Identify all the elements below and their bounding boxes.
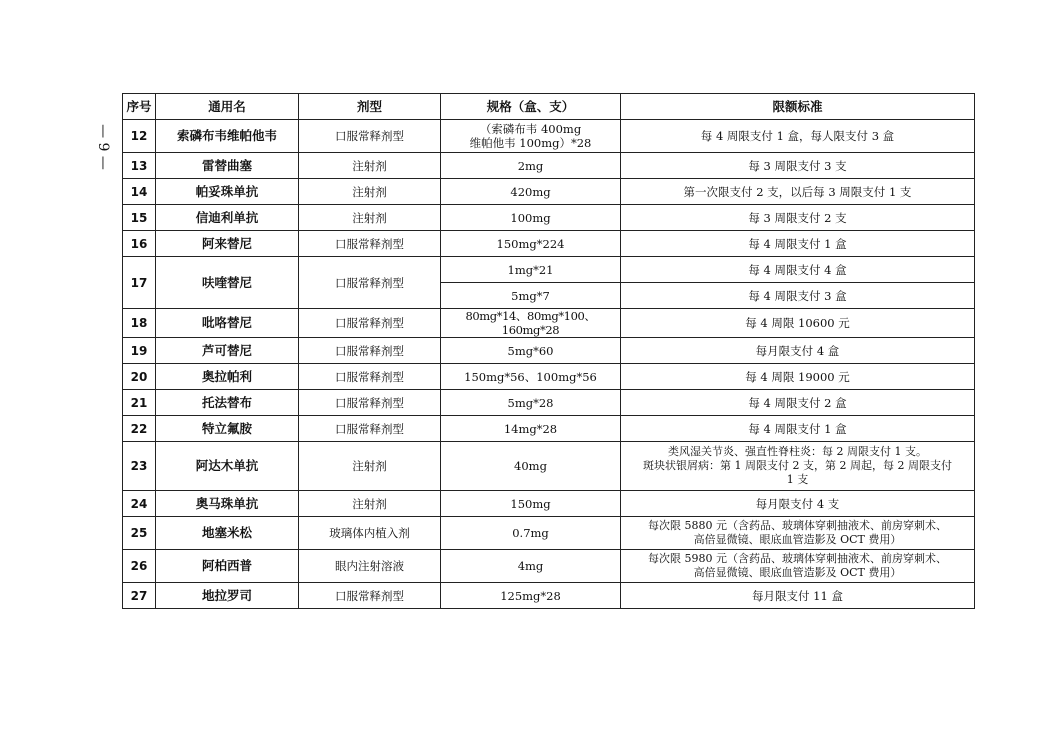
cell-name: 托法替布 (156, 390, 299, 416)
cell-spec: 5mg*60 (441, 338, 621, 364)
table-row (123, 364, 975, 390)
cell-name: 吡咯替尼 (156, 309, 299, 338)
cell-no: 25 (123, 517, 156, 550)
cell-form: 口服常释剂型 (299, 309, 441, 338)
cell-limit: 每 3 周限支付 3 支 (621, 153, 975, 179)
cell-name: 阿来替尼 (156, 231, 299, 257)
cell-spec: 125mg*28 (441, 583, 621, 609)
header-limit: 限额标准 (621, 94, 975, 120)
table-row (123, 390, 975, 416)
cell-no: 22 (123, 416, 156, 442)
cell-spec: 150mg (441, 491, 621, 517)
table-row (123, 583, 975, 609)
cell-spec: 14mg*28 (441, 416, 621, 442)
cell-limit: 每 4 周限支付 1 盒 (621, 231, 975, 257)
cell-no: 16 (123, 231, 156, 257)
cell-form: 口服常释剂型 (299, 338, 441, 364)
limit-line: 高倍显微镜、眼底血管造影及 OCT 费用） (693, 533, 902, 546)
limit-line: 高倍显微镜、眼底血管造影及 OCT 费用） (693, 566, 902, 579)
limit-line: 每次限 5880 元（含药品、玻璃体穿刺抽液术、前房穿刺术、 (648, 519, 947, 532)
cell-spec: 150mg*224 (441, 231, 621, 257)
cell-limit (621, 442, 975, 491)
cell-no: 13 (123, 153, 156, 179)
cell-no: 18 (123, 309, 156, 338)
table-row (123, 309, 975, 338)
cell-form: 口服常释剂型 (299, 120, 441, 153)
cell-spec: 4mg (441, 550, 621, 583)
cell-limit: 每 4 周限支付 3 盒 (621, 283, 975, 309)
table-row (123, 442, 975, 491)
cell-name: 呋喹替尼 (156, 257, 299, 309)
cell-name: 特立氟胺 (156, 416, 299, 442)
cell-limit: 每月限支付 11 盒 (621, 583, 975, 609)
cell-form: 口服常释剂型 (299, 390, 441, 416)
limit-line: 1 支 (786, 473, 809, 486)
cell-spec (441, 120, 621, 153)
cell-spec: 2mg (441, 153, 621, 179)
cell-form: 注射剂 (299, 153, 441, 179)
cell-spec: 5mg*7 (441, 283, 621, 309)
cell-spec: 80mg*14、80mg*100、160mg*28 (441, 309, 621, 338)
cell-no: 26 (123, 550, 156, 583)
table-row (123, 257, 975, 283)
cell-name: 阿柏西普 (156, 550, 299, 583)
table-row (123, 120, 975, 153)
cell-form: 注射剂 (299, 442, 441, 491)
cell-spec: 40mg (441, 442, 621, 491)
cell-name: 雷替曲塞 (156, 153, 299, 179)
cell-spec: 420mg (441, 179, 621, 205)
cell-no: 27 (123, 583, 156, 609)
cell-spec: 100mg (441, 205, 621, 231)
cell-no: 15 (123, 205, 156, 231)
cell-form: 注射剂 (299, 205, 441, 231)
cell-limit: 每 3 周限支付 2 支 (621, 205, 975, 231)
table-row (123, 517, 975, 550)
cell-name: 芦可替尼 (156, 338, 299, 364)
table-header-row (123, 94, 975, 120)
table-row (123, 153, 975, 179)
spec-line: （索磷布韦 400mg (479, 122, 582, 136)
cell-name: 阿达木单抗 (156, 442, 299, 491)
limit-line: 斑块状银屑病：第 1 周限支付 2 支，第 2 周起，每 2 周限支付 (643, 459, 952, 472)
header-spec: 规格（盒、支） (441, 94, 621, 120)
cell-limit: 每 4 周限支付 1 盒 (621, 416, 975, 442)
cell-form: 口服常释剂型 (299, 416, 441, 442)
cell-name: 奥拉帕利 (156, 364, 299, 390)
cell-name: 奥马珠单抗 (156, 491, 299, 517)
table-row (123, 550, 975, 583)
cell-no: 14 (123, 179, 156, 205)
cell-form: 口服常释剂型 (299, 257, 441, 309)
cell-spec: 5mg*28 (441, 390, 621, 416)
cell-limit: 每 4 周限 10600 元 (621, 309, 975, 338)
limit-line: 类风湿关节炎、强直性脊柱炎：每 2 周限支付 1 支。 (668, 445, 927, 458)
table-row (123, 179, 975, 205)
cell-limit: 每 4 周限 19000 元 (621, 364, 975, 390)
cell-form: 口服常释剂型 (299, 583, 441, 609)
cell-spec: 150mg*56、100mg*56 (441, 364, 621, 390)
cell-name: 帕妥珠单抗 (156, 179, 299, 205)
cell-no: 17 (123, 257, 156, 309)
cell-no: 19 (123, 338, 156, 364)
page-number: — 9 — (95, 124, 111, 170)
table-row (123, 205, 975, 231)
cell-form: 注射剂 (299, 179, 441, 205)
cell-spec: 0.7mg (441, 517, 621, 550)
cell-limit: 每 4 周限支付 4 盒 (621, 257, 975, 283)
table-row (123, 416, 975, 442)
cell-form: 玻璃体内植入剂 (299, 517, 441, 550)
cell-form: 口服常释剂型 (299, 231, 441, 257)
header-name: 通用名 (156, 94, 299, 120)
table-row (123, 231, 975, 257)
cell-no: 23 (123, 442, 156, 491)
table-row (123, 491, 975, 517)
cell-name: 索磷布韦维帕他韦 (156, 120, 299, 153)
header-no: 序号 (123, 94, 156, 120)
cell-form: 口服常释剂型 (299, 364, 441, 390)
cell-spec: 1mg*21 (441, 257, 621, 283)
limit-line: 每次限 5980 元（含药品、玻璃体穿刺抽液术、前房穿刺术、 (648, 552, 947, 565)
cell-no: 21 (123, 390, 156, 416)
spec-line: 维帕他韦 100mg）*28 (469, 136, 592, 150)
cell-no: 20 (123, 364, 156, 390)
cell-name: 地塞米松 (156, 517, 299, 550)
cell-no: 24 (123, 491, 156, 517)
header-form: 剂型 (299, 94, 441, 120)
cell-no: 12 (123, 120, 156, 153)
cell-name: 信迪利单抗 (156, 205, 299, 231)
cell-form: 眼内注射溶液 (299, 550, 441, 583)
cell-limit (621, 517, 975, 550)
cell-limit: 每月限支付 4 盒 (621, 338, 975, 364)
drug-limit-table (122, 93, 975, 609)
cell-limit: 每 4 周限支付 1 盒，每人限支付 3 盒 (621, 120, 975, 153)
cell-limit: 第一次限支付 2 支，以后每 3 周限支付 1 支 (621, 179, 975, 205)
cell-limit: 每月限支付 4 支 (621, 491, 975, 517)
cell-limit (621, 550, 975, 583)
cell-limit: 每 4 周限支付 2 盒 (621, 390, 975, 416)
cell-name: 地拉罗司 (156, 583, 299, 609)
cell-form: 注射剂 (299, 491, 441, 517)
table-row (123, 338, 975, 364)
